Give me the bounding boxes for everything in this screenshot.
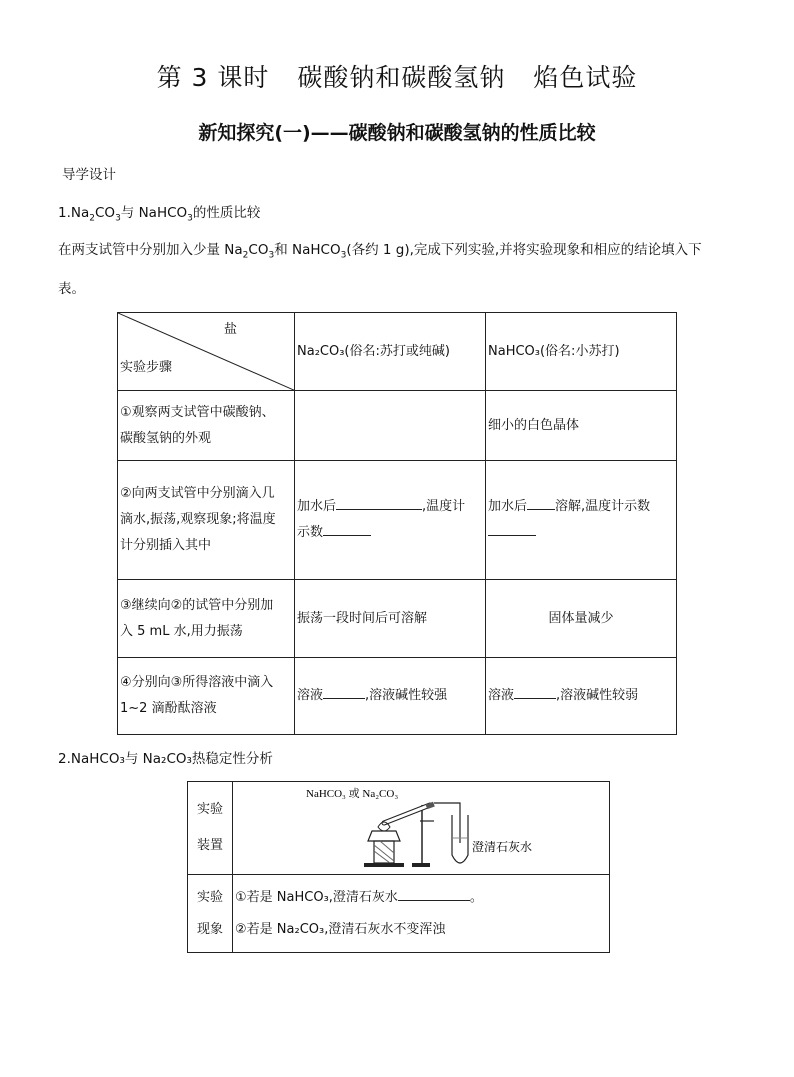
- table-row: [118, 580, 677, 658]
- guide-heading: 导学设计: [62, 167, 116, 183]
- q1-intro-line2: 表。: [58, 281, 85, 297]
- q1-intro-c: (各约 1 g),完成下列实验,并将实验现象和相应的结论填入下: [346, 242, 702, 258]
- row4-na2co3: [295, 658, 486, 735]
- phenomenon-label-line2: 现象: [196, 921, 223, 937]
- header-na2co3: Na₂CO₃(俗名:苏打或纯碱): [295, 313, 486, 391]
- phenomenon-2: ②若是 Na₂CO₃,澄清石灰水不变浑浊: [235, 921, 446, 937]
- answer-blank[interactable]: [323, 684, 365, 699]
- section-title: 新知探究(一)——碳酸钠和碳酸氢钠的性质比较: [198, 122, 596, 144]
- row4-na2co3-b: ,溶液碱性较强: [365, 688, 448, 703]
- row4-step-line2: 1~2 滴酚酞溶液: [120, 701, 217, 716]
- answer-blank[interactable]: [488, 521, 536, 536]
- row1-na2co3: [295, 391, 486, 461]
- apparatus-top-label: NaHCO₃ 或 Na₂CO₃: [306, 788, 399, 800]
- phenomenon-label: [188, 875, 233, 953]
- table-row: [118, 391, 677, 461]
- row3-na2co3: 振荡一段时间后可溶解: [295, 580, 486, 658]
- apparatus-table: [187, 781, 610, 953]
- q1-intro-a: 在两支试管中分别加入少量 Na: [58, 242, 243, 258]
- comparison-table: [117, 312, 677, 735]
- answer-blank[interactable]: [514, 684, 556, 699]
- row4-step-line1: ④分别向③所得溶液中滴入: [120, 675, 274, 690]
- row3-step-line1: ③继续向②的试管中分别加: [120, 597, 274, 613]
- row3-step-line2: 入 5 mL 水,用力振荡: [120, 623, 243, 639]
- row2-na2co3: [295, 461, 486, 580]
- apparatus-side-label: 澄清石灰水: [472, 840, 533, 854]
- q1-intro: 在两支试管中分别加入少量 $Na_2CO_3$和 NaHCO$_3$(各约 1 g),完成下列实验,并将实验现象和相应的结论填入下: [58, 242, 702, 261]
- row4-na2co3-a: 溶液: [297, 688, 324, 703]
- row2-step-line3: 计分别插入其中: [120, 538, 212, 553]
- apparatus-label: [188, 782, 233, 875]
- row2-step: [118, 461, 295, 580]
- row4-nahco3-a: 溶液: [488, 688, 515, 703]
- apparatus-label-line1: 实验: [196, 802, 223, 817]
- row4-nahco3-b: ,溶液碱性较弱: [556, 688, 639, 703]
- q2-heading: 2.NaHCO₃与 Na₂CO₃热稳定性分析: [58, 751, 273, 767]
- phenomenon-row: [188, 875, 610, 953]
- table-row: [118, 461, 677, 580]
- lesson-title-part1: 第 3 课时: [156, 63, 270, 92]
- apparatus-label-line2: 装置: [196, 838, 223, 853]
- row2-step-line1: ②向两支试管中分别滴入几: [120, 486, 275, 501]
- row3-step: [118, 580, 295, 658]
- row2-nahco3-a: 加水后: [488, 499, 528, 514]
- phenomenon-1-a: ①若是 NaHCO₃,澄清石灰水: [235, 889, 398, 905]
- header-nahco3: NaHCO₃(俗名:小苏打): [486, 313, 677, 391]
- apparatus-row: [188, 782, 610, 875]
- header-step: 实验步骤: [120, 360, 173, 375]
- table-header-row: [118, 313, 677, 391]
- table-row: [118, 658, 677, 735]
- q1-intro-b: 和 NaHCO: [274, 242, 341, 258]
- lesson-title-part2: 碳酸钠和碳酸氢钠: [297, 63, 506, 92]
- row4-step: [118, 658, 295, 735]
- row2-nahco3: [486, 461, 677, 580]
- header-salt: 盐: [224, 322, 238, 337]
- row3-nahco3: 固体量减少: [486, 580, 677, 658]
- q1-prefix: 1.Na: [58, 205, 90, 221]
- answer-blank[interactable]: [323, 521, 371, 536]
- lesson-title: [0, 58, 794, 94]
- lesson-title-part3: 焰色试验: [533, 63, 638, 92]
- answer-blank[interactable]: [527, 495, 555, 510]
- row2-step-line2: 滴水,振荡,观察现象;将温度: [120, 512, 276, 527]
- row1-step-line2: 碳酸氢钠的外观: [120, 430, 212, 446]
- row1-step: [118, 391, 295, 461]
- row4-nahco3: [486, 658, 677, 735]
- phenomenon-1-b: 。: [469, 889, 483, 905]
- diagonal-header-cell: [118, 313, 295, 391]
- q1-heading: $1.Na_2CO_3$与 NaHCO$_3$的性质比较: [58, 205, 261, 224]
- row2-na2co3-b: ,温度计: [422, 499, 466, 514]
- phenomenon-label-line1: 实验: [196, 889, 223, 905]
- row2-na2co3-c: 示数: [297, 525, 324, 540]
- answer-blank[interactable]: [398, 886, 470, 901]
- apparatus-image-cell: [233, 782, 610, 875]
- row1-step-line1: ①观察两支试管中碳酸钠、: [120, 404, 275, 420]
- q1-suffix: 与 NaHCO: [120, 205, 188, 221]
- phenomenon-cell: [233, 875, 610, 953]
- q1-tail: 的性质比较: [192, 205, 261, 221]
- row2-nahco3-b: 溶解,温度计示数: [555, 499, 651, 514]
- heating-apparatus-diagram: [234, 783, 608, 873]
- row2-na2co3-a: 加水后: [297, 499, 337, 514]
- row1-nahco3: 细小的白色晶体: [486, 391, 677, 461]
- answer-blank[interactable]: [336, 495, 422, 510]
